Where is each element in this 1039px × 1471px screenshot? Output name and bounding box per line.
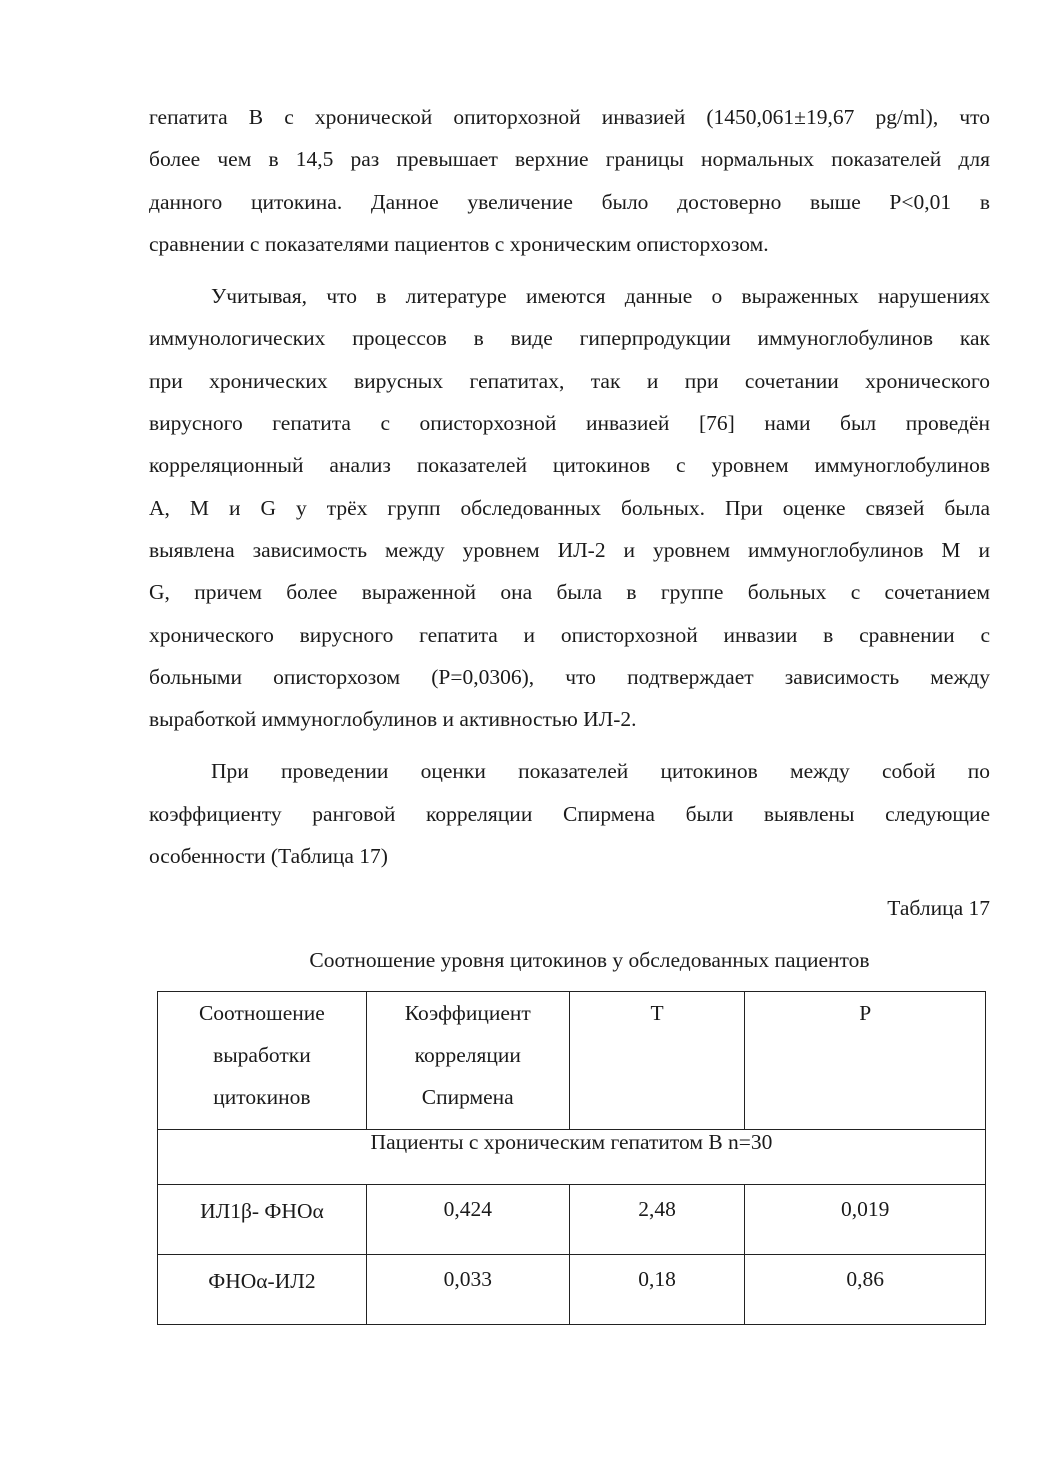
table-row xyxy=(158,1255,986,1325)
table-cell: 0,424 xyxy=(366,1185,569,1255)
text-line: больными описторхозом (Р=0,0306), что подтверждает зависимость между xyxy=(149,664,990,689)
table-cell: 2,48 xyxy=(569,1185,745,1255)
text-line: выявлена зависимость между уровнем ИЛ-2 и уровнем иммуноглобулинов М и xyxy=(149,537,990,562)
table-title: Соотношение уровня цитокинов у обследованных пациентов xyxy=(309,948,870,973)
correlation-table xyxy=(157,991,986,1325)
table-cell: 0,86 xyxy=(745,1255,986,1325)
table-cell: ФНОα-ИЛ2 xyxy=(158,1255,367,1325)
text-line: сравнении с показателями пациентов с хроническим описторхозом. xyxy=(149,231,769,256)
paragraph-2 xyxy=(149,275,990,740)
table-cell: ИЛ1β- ФНОα xyxy=(158,1185,367,1255)
table-group-row xyxy=(158,1130,986,1185)
text-line: выработкой иммуноглобулинов и активностью ИЛ-2. xyxy=(149,707,637,732)
header-cell: Т xyxy=(569,992,745,1130)
text-line: гепатита В с хронической опиторхозной инвазией (1450,061±19,67 pg/ml), что xyxy=(149,105,990,129)
paragraph-1 xyxy=(149,96,990,265)
document-page xyxy=(149,96,990,981)
paragraph-3 xyxy=(149,750,990,877)
table-header-row xyxy=(158,992,986,1130)
text-line: коэффициенту ранговой корреляции Спирмена были выявлены следующие xyxy=(149,801,990,826)
text-line: вирусного гепатита с описторхозной инвазией [76] нами был проведён xyxy=(149,411,990,436)
table-cell: 0,033 xyxy=(366,1255,569,1325)
text-line: при хронических вирусных гепатитах, так и при сочетании хронического xyxy=(149,368,990,393)
table-cell: 0,019 xyxy=(745,1185,986,1255)
header-cell: Р xyxy=(745,992,986,1130)
text-line: При проведении оценки показателей цитокинов между собой по xyxy=(211,759,990,784)
text-line: хронического вирусного гепатита и описторхозной инвазии в сравнении с xyxy=(149,622,990,647)
table-cell: 0,18 xyxy=(569,1255,745,1325)
table-label: Таблица 17 xyxy=(887,896,990,921)
text-line: G, причем более выраженной она была в группе больных с сочетанием xyxy=(149,580,990,605)
text-line: особенности (Таблица 17) xyxy=(149,844,388,869)
text-line: корреляционный анализ показателей цитокинов с уровнем иммуноглобулинов xyxy=(149,453,990,478)
text-line: А, М и G у трёх групп обследованных больных. При оценке связей была xyxy=(149,495,990,520)
table-row xyxy=(158,1185,986,1255)
text-line: более чем в 14,5 раз превышает верхние границы нормальных показателей для xyxy=(149,147,990,172)
text-line: данного цитокина. Данное увеличение было достоверно выше Р<0,01 в xyxy=(149,189,990,214)
text-line: иммунологических процессов в виде гиперпродукции иммуноглобулинов как xyxy=(149,326,990,351)
text-line: Учитывая, что в литературе имеются данные о выраженных нарушениях xyxy=(211,284,990,309)
group-title-cell: Пациенты с хроническим гепатитом В n=30 xyxy=(158,1130,986,1185)
header-cell: Коэффициент корреляции Спирмена xyxy=(366,992,569,1130)
header-cell: Соотношение выработки цитокинов xyxy=(158,992,367,1130)
